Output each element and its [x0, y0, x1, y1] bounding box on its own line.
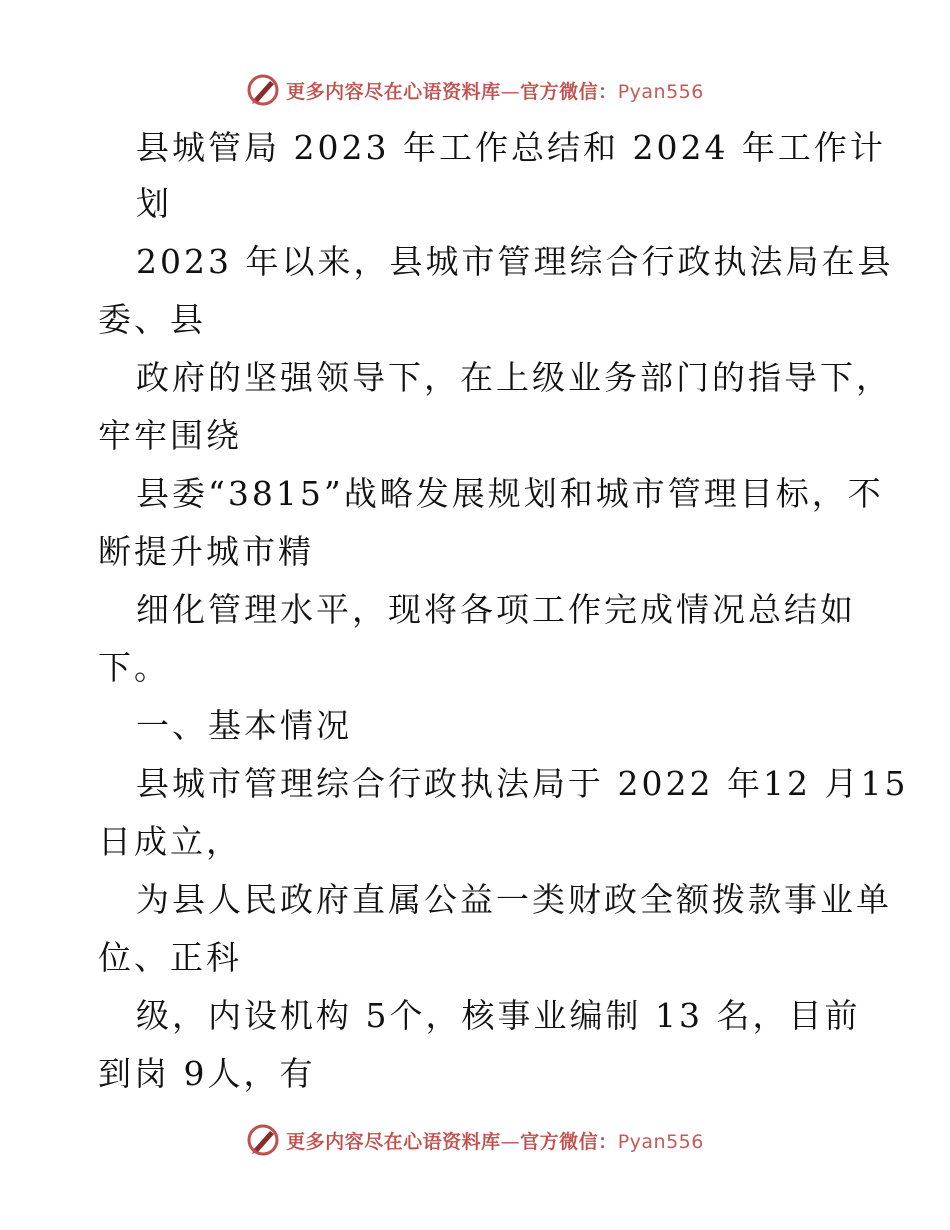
paragraph-line: 2023 年以来，县城市管理综合行政执法局在县 [136, 242, 894, 281]
paragraph-line: 政府的坚强领导下，在上级业务部门的指导下， [136, 358, 892, 397]
paragraph-line: 位、正科 [98, 938, 242, 977]
paragraph-line: 为县人民政府直属公益一类财政全额拨款事业单 [136, 880, 892, 919]
pen-circle-logo-icon [246, 1123, 280, 1157]
paragraph-line: 牢牢围绕 [98, 416, 242, 455]
watermark-text: 更多内容尽在心语资料库—官方微信：Pyan556 [286, 1130, 704, 1153]
paragraph-line: 到岗 9人，有 [98, 1054, 316, 1093]
watermark-text: 更多内容尽在心语资料库—官方微信：Pyan556 [286, 80, 704, 103]
title-line-2: 划 [136, 184, 172, 223]
paragraph-line: 委、县 [98, 300, 206, 339]
title-line-1: 县城管局 2023 年工作总结和 2024 年工作计 [136, 128, 886, 167]
paragraph-line: 细化管理水平，现将各项工作完成情况总结如 [136, 590, 856, 629]
pen-circle-logo-icon [246, 73, 280, 107]
paragraph-line: 县委“3815”战略发展规划和城市管理目标，不 [136, 474, 884, 513]
paragraph-line: 下。 [98, 648, 170, 687]
paragraph-line: 断提升城市精 [98, 532, 314, 571]
footer-watermark [0, 1120, 950, 1160]
paragraph-line: 县城市管理综合行政执法局于 2022 年12 月15 [136, 764, 909, 803]
header-watermark [0, 70, 950, 110]
section-heading: 一、基本情况 [136, 706, 352, 745]
paragraph-line: 级，内设机构 5个，核事业编制 13 名，目前 [136, 996, 861, 1035]
paragraph-line: 日成立， [98, 822, 242, 861]
